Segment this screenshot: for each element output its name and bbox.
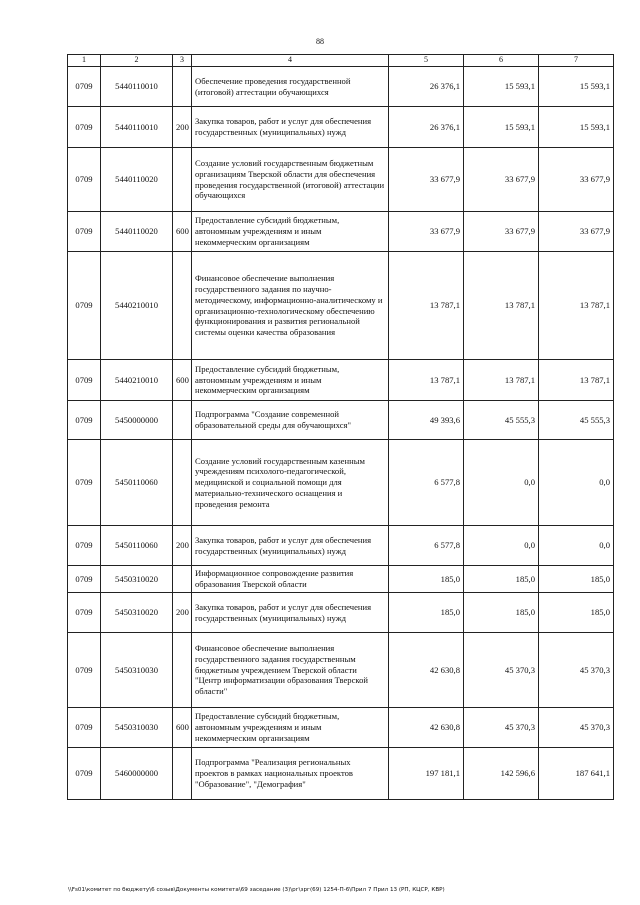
amount-col-7: 0,0	[539, 526, 614, 566]
section-code: 0709	[68, 440, 101, 526]
item-description: Подпрограмма "Реализация региональных проектов в рамках национальных проектов "Образование", "Демография"	[192, 748, 389, 800]
target-article-code: 5440210010	[101, 360, 173, 401]
table-row	[68, 593, 614, 633]
amount-col-5: 185,0	[389, 566, 464, 593]
section-code: 0709	[68, 593, 101, 633]
section-code: 0709	[68, 708, 101, 748]
column-header-5: 5	[389, 55, 464, 67]
amount-col-5: 33 677,9	[389, 148, 464, 212]
amount-col-6: 15 593,1	[464, 67, 539, 107]
item-description: Обеспечение проведения государственной (итоговой) аттестации обучающихся	[192, 67, 389, 107]
expense-kind-code	[173, 748, 192, 800]
table-row	[68, 212, 614, 252]
table-row	[68, 252, 614, 360]
amount-col-6: 45 555,3	[464, 401, 539, 440]
file-path-footer: \\Fs01\комитет по бюджету\6 созыв\Документы комитета\69 заседание (3)\рг\зрг(69) 1254-П-6\Прил 7 Прил 13 (РП, КЦСР, КВР)	[68, 887, 445, 893]
target-article-code: 5450310030	[101, 633, 173, 708]
target-article-code: 5440210010	[101, 252, 173, 360]
amount-col-6: 185,0	[464, 593, 539, 633]
section-code: 0709	[68, 748, 101, 800]
table-row	[68, 401, 614, 440]
table-row	[68, 67, 614, 107]
amount-col-7: 45 370,3	[539, 633, 614, 708]
amount-col-7: 187 641,1	[539, 748, 614, 800]
expense-kind-code: 200	[173, 107, 192, 148]
amount-col-7: 45 555,3	[539, 401, 614, 440]
table-body	[68, 67, 614, 800]
amount-col-7: 185,0	[539, 566, 614, 593]
column-header-4: 4	[192, 55, 389, 67]
amount-col-6: 33 677,9	[464, 212, 539, 252]
amount-col-5: 6 577,8	[389, 526, 464, 566]
table-row	[68, 708, 614, 748]
section-code: 0709	[68, 148, 101, 212]
amount-col-5: 42 630,8	[389, 633, 464, 708]
target-article-code: 5450310020	[101, 593, 173, 633]
expense-kind-code	[173, 633, 192, 708]
item-description: Информационное сопровождение развития образования Тверской области	[192, 566, 389, 593]
item-description: Подпрограмма "Создание современной образовательной среды для обучающихся"	[192, 401, 389, 440]
section-code: 0709	[68, 566, 101, 593]
section-code: 0709	[68, 107, 101, 148]
expense-kind-code	[173, 566, 192, 593]
amount-col-5: 197 181,1	[389, 748, 464, 800]
amount-col-7: 185,0	[539, 593, 614, 633]
amount-col-6: 45 370,3	[464, 708, 539, 748]
amount-col-7: 33 677,9	[539, 212, 614, 252]
expense-kind-code: 200	[173, 526, 192, 566]
expense-kind-code	[173, 148, 192, 212]
expense-kind-code: 600	[173, 360, 192, 401]
table-row	[68, 107, 614, 148]
section-code: 0709	[68, 526, 101, 566]
expense-kind-code: 600	[173, 708, 192, 748]
amount-col-6: 45 370,3	[464, 633, 539, 708]
amount-col-5: 13 787,1	[389, 360, 464, 401]
amount-col-6: 13 787,1	[464, 360, 539, 401]
amount-col-7: 13 787,1	[539, 252, 614, 360]
amount-col-6: 0,0	[464, 526, 539, 566]
target-article-code: 5450000000	[101, 401, 173, 440]
target-article-code: 5450110060	[101, 526, 173, 566]
expense-kind-code	[173, 440, 192, 526]
amount-col-5: 6 577,8	[389, 440, 464, 526]
amount-col-7: 0,0	[539, 440, 614, 526]
column-number-row	[68, 55, 614, 67]
item-description: Закупка товаров, работ и услуг для обеспечения государственных (муниципальных) нужд	[192, 593, 389, 633]
table-row	[68, 526, 614, 566]
amount-col-7: 45 370,3	[539, 708, 614, 748]
item-description: Закупка товаров, работ и услуг для обеспечения государственных (муниципальных) нужд	[192, 526, 389, 566]
table-row	[68, 566, 614, 593]
amount-col-7: 15 593,1	[539, 107, 614, 148]
table-row	[68, 148, 614, 212]
target-article-code: 5450310020	[101, 566, 173, 593]
column-header-3: 3	[173, 55, 192, 67]
target-article-code: 5440110020	[101, 212, 173, 252]
section-code: 0709	[68, 633, 101, 708]
amount-col-5: 42 630,8	[389, 708, 464, 748]
amount-col-5: 26 376,1	[389, 67, 464, 107]
section-code: 0709	[68, 212, 101, 252]
section-code: 0709	[68, 360, 101, 401]
budget-table	[67, 54, 614, 800]
item-description: Закупка товаров, работ и услуг для обеспечения государственных (муниципальных) нужд	[192, 107, 389, 148]
column-header-2: 2	[101, 55, 173, 67]
expense-kind-code	[173, 401, 192, 440]
amount-col-6: 15 593,1	[464, 107, 539, 148]
section-code: 0709	[68, 67, 101, 107]
amount-col-7: 15 593,1	[539, 67, 614, 107]
amount-col-7: 33 677,9	[539, 148, 614, 212]
amount-col-7: 13 787,1	[539, 360, 614, 401]
amount-col-6: 33 677,9	[464, 148, 539, 212]
target-article-code: 5450310030	[101, 708, 173, 748]
target-article-code: 5450110060	[101, 440, 173, 526]
amount-col-5: 33 677,9	[389, 212, 464, 252]
table-row	[68, 748, 614, 800]
page-number: 88	[316, 37, 324, 46]
expense-kind-code	[173, 252, 192, 360]
expense-kind-code: 600	[173, 212, 192, 252]
expense-kind-code	[173, 67, 192, 107]
section-code: 0709	[68, 252, 101, 360]
column-header-6: 6	[464, 55, 539, 67]
target-article-code: 5440110010	[101, 67, 173, 107]
target-article-code: 5440110010	[101, 107, 173, 148]
table-row	[68, 633, 614, 708]
item-description: Предоставление субсидий бюджетным, автономным учреждениям и иным некоммерческим организациям	[192, 708, 389, 748]
item-description: Финансовое обеспечение выполнения государственного задания по научно-методическому, информационно-аналитическому и организационно-технологическому обеспечению функционирования и развития региональной системы оценки качества образования	[192, 252, 389, 360]
amount-col-5: 26 376,1	[389, 107, 464, 148]
column-header-1: 1	[68, 55, 101, 67]
section-code: 0709	[68, 401, 101, 440]
amount-col-5: 49 393,6	[389, 401, 464, 440]
expense-kind-code: 200	[173, 593, 192, 633]
item-description: Предоставление субсидий бюджетным, автономным учреждениям и иным некоммерческим организациям	[192, 212, 389, 252]
amount-col-5: 13 787,1	[389, 252, 464, 360]
item-description: Создание условий государственным бюджетным организациям Тверской области для обеспечения проведения государственной (итоговой) аттестации обучающихся	[192, 148, 389, 212]
item-description: Создание условий государственным казенным учреждениям психолого-педагогической, медицинской и социальной помощи для материально-технического оснащения и проведения ремонта	[192, 440, 389, 526]
amount-col-6: 142 596,6	[464, 748, 539, 800]
column-header-7: 7	[539, 55, 614, 67]
table-header	[68, 55, 614, 67]
amount-col-6: 0,0	[464, 440, 539, 526]
target-article-code: 5440110020	[101, 148, 173, 212]
table-row	[68, 360, 614, 401]
amount-col-5: 185,0	[389, 593, 464, 633]
item-description: Предоставление субсидий бюджетным, автономным учреждениям и иным некоммерческим организациям	[192, 360, 389, 401]
target-article-code: 5460000000	[101, 748, 173, 800]
amount-col-6: 185,0	[464, 566, 539, 593]
amount-col-6: 13 787,1	[464, 252, 539, 360]
item-description: Финансовое обеспечение выполнения государственного задания государственным бюджетным учреждением Тверской области "Центр информатизации образования Тверской области"	[192, 633, 389, 708]
table-row	[68, 440, 614, 526]
